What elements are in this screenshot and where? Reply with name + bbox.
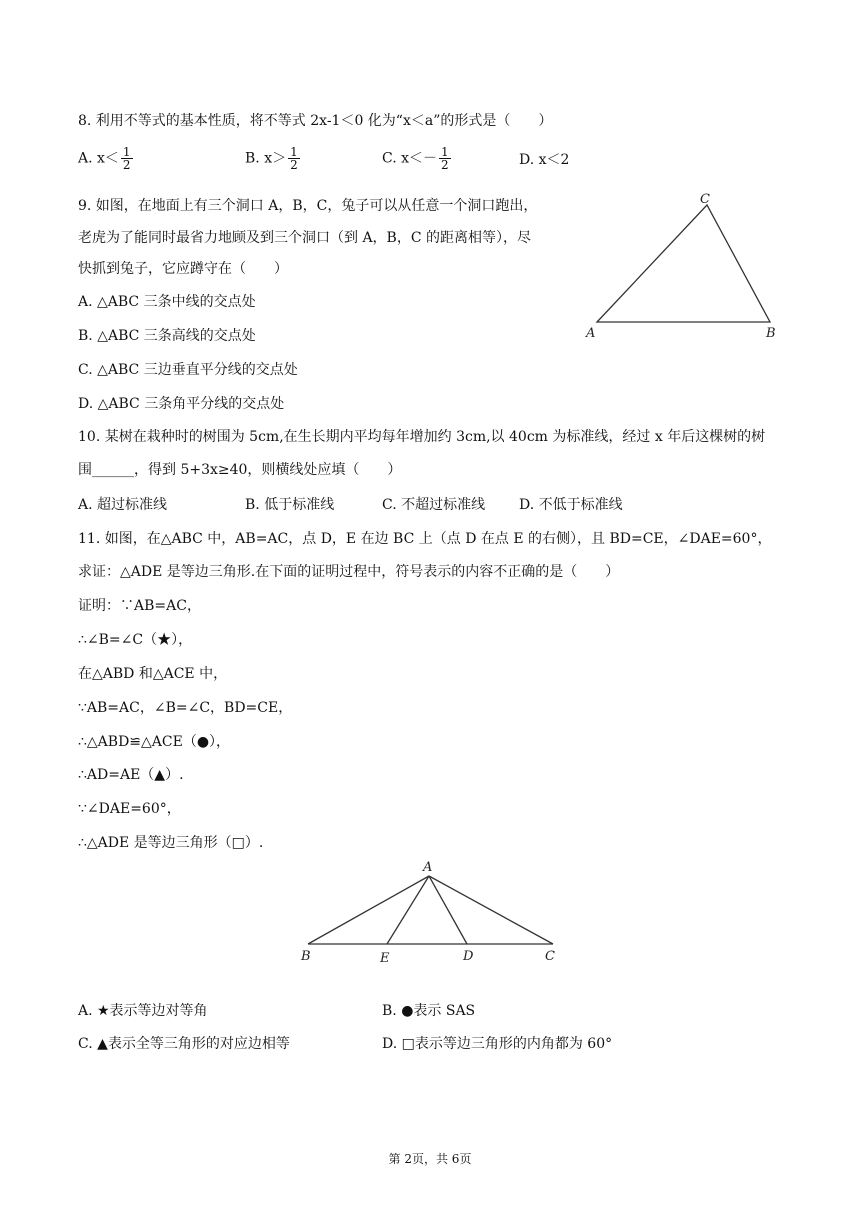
fraction-numerator: 1: [290, 145, 298, 159]
point-label-c: C: [700, 192, 710, 207]
q11-proof-line-8: ∴△ADE 是等边三角形（□）.: [78, 835, 264, 851]
fraction-denominator: 2: [441, 158, 449, 172]
q11-proof-line-4: ∵AB=AC，∠B=∠C，BD=CE，: [78, 700, 293, 716]
q8-option-a: [78, 146, 133, 171]
q8-option-b-fraction: [288, 146, 300, 171]
q11-proof-line-5: ∴△ABD≌△ACE（●），: [78, 734, 231, 750]
q8-option-d: D. x＜2: [519, 152, 570, 168]
q9-stem-line-1: 9. 如图，在地面上有三个洞口 A，B，C，兔子可以从任意一个洞口跑出，: [78, 198, 538, 214]
q11-proof-line-3: 在△ABD 和△ACE 中，: [78, 666, 228, 682]
q10-option-c: C. 不超过标准线: [382, 497, 486, 513]
q9-option-d: D. △ABC 三条角平分线的交点处: [78, 396, 285, 412]
q11-stem-line-1: 11. 如图，在△ABC 中，AB=AC，点 D，E 在边 BC 上（点 D 在点 E 的右侧），且 BD=CE，∠DAE=60°，: [78, 531, 772, 547]
q10-stem-line-1: 10. 某树在栽种时的树围为 5cm,在生长期内平均每年增加约 3cm,以 40cm 为标准线，经过 x 年后这棵树的树: [78, 429, 766, 445]
q10-option-d: D. 不低于标准线: [519, 497, 623, 513]
point-label-b: B: [766, 326, 776, 341]
fraction-denominator: 2: [290, 158, 298, 172]
q11-proof-line-2: ∴∠B=∠C（★），: [78, 632, 193, 648]
segment-ab: [308, 876, 429, 944]
point-label-b: B: [301, 949, 311, 964]
triangle-abc: [597, 205, 770, 322]
q9-option-b: B. △ABC 三条高线的交点处: [78, 328, 256, 344]
q10-stem-line-2: 围______，得到 5+3x≥40，则横线处应填（ ）: [78, 462, 402, 478]
q11-stem-line-2: 求证：△ADE 是等边三角形.在下面的证明过程中，符号表示的内容不正确的是（ ）: [78, 564, 620, 580]
point-label-c: C: [545, 949, 555, 964]
page-footer: 第 2页，共 6页: [388, 1152, 472, 1166]
q11-triangle-figure: [295, 856, 570, 971]
point-label-d: D: [463, 949, 474, 964]
q11-option-d: D. □表示等边三角形的内角都为 60°: [382, 1036, 613, 1052]
q11-proof-line-7: ∵∠DAE=60°，: [78, 801, 181, 817]
q8-option-a-prefix: A. x＜: [78, 150, 119, 167]
q8-option-b-prefix: B. x＞: [245, 150, 287, 167]
segment-ae: [387, 876, 429, 944]
fraction-denominator: 2: [122, 158, 131, 172]
q11-option-a: A. ★表示等边对等角: [78, 1003, 208, 1019]
q9-option-a: A. △ABC 三条中线的交点处: [78, 294, 256, 310]
fraction-numerator: 1: [441, 145, 449, 159]
q11-option-c: C. ▲表示全等三角形的对应边相等: [78, 1036, 290, 1052]
q8-stem: 8. 利用不等式的基本性质，将不等式 2x-1＜0 化为“x＜a”的形式是（ ）: [78, 113, 553, 129]
q9-stem-line-2: 老虎为了能同时最省力地顾及到三个洞口（到 A，B，C 的距离相等），尽: [78, 230, 532, 246]
q8-option-a-fraction: [121, 146, 133, 171]
q8-option-c: [382, 146, 451, 171]
q8-option-c-fraction: [439, 146, 451, 171]
q10-option-a: A. 超过标准线: [78, 497, 168, 513]
point-label-a: A: [586, 326, 596, 341]
q8-option-c-prefix: C. x＜－: [382, 150, 438, 167]
q9-triangle-figure: [580, 190, 790, 345]
fraction-numerator: 1: [122, 145, 131, 159]
q9-option-c: C. △ABC 三边垂直平分线的交点处: [78, 362, 298, 378]
q11-proof-line-6: ∴AD=AE（▲）.: [78, 767, 184, 783]
q8-option-b: [245, 146, 300, 171]
q11-proof-line-1: 证明：∵AB=AC，: [78, 598, 201, 614]
point-label-a: A: [423, 860, 433, 875]
q11-option-b: B. ●表示 SAS: [382, 1003, 476, 1019]
point-label-e: E: [380, 951, 390, 966]
q10-option-b: B. 低于标准线: [245, 497, 335, 513]
q9-stem-line-3: 快抓到兔子，它应蹲守在（ ）: [78, 261, 288, 277]
